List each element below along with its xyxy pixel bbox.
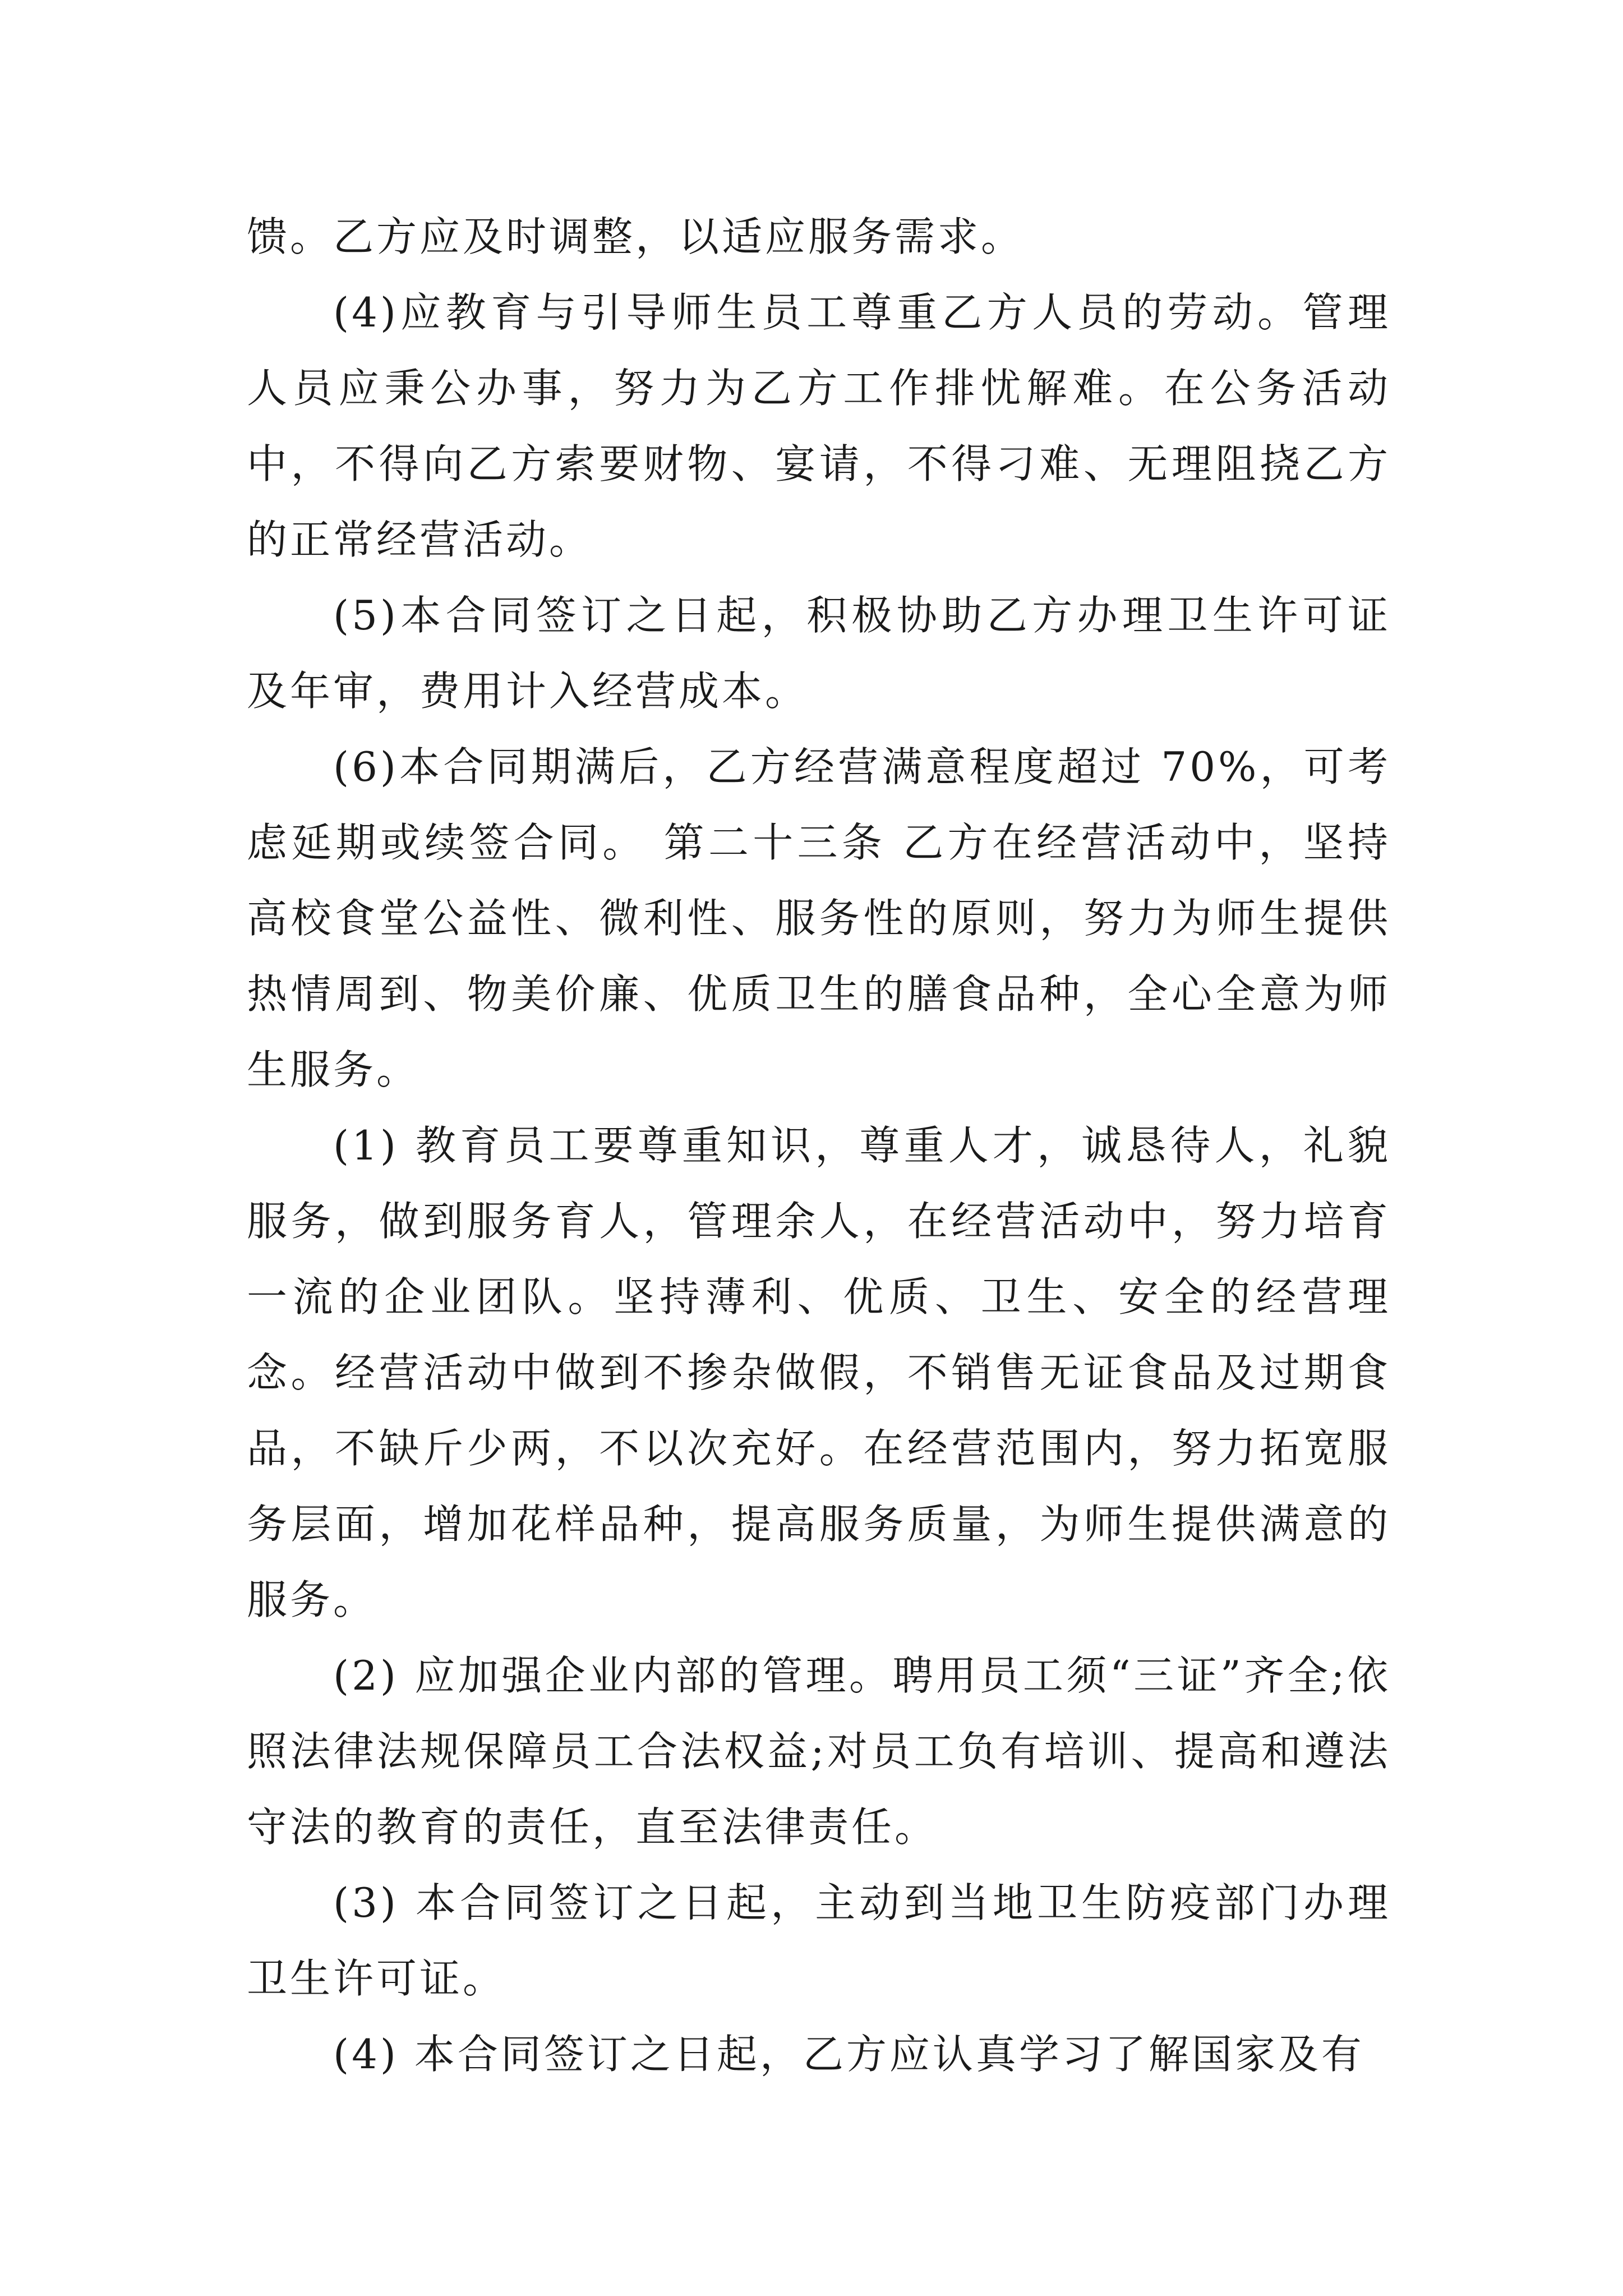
paragraph-item-2-management: (2) 应加强企业内部的管理。聘用员工须“三证”齐全;依照法律法规保障员工合法权益;对员工负有培训、提高和遵法守法的教育的责任，直至法律责任。	[247, 1652, 1391, 1851]
paragraph-item-5-license: (5)本合同签订之日起，积极协助乙方办理卫生许可证及年审，费用计入经营成本。	[247, 592, 1391, 715]
paragraph-item-1-staff: (1) 教育员工要尊重知识，尊重人才，诚恳待人，礼貌服务，做到服务育人，管理余人，在经营活动中，努力培育一流的企业团队。坚持薄利、优质、卫生、安全的经营理念。经营活动中做到不掺杂做假，不销售无证食品及过期食品，不缺斤少两，不以次充好。在经营范围内，努力拓宽服务层面，增加花样品种，提高服务质量，为师生提供满意的服务。	[247, 1122, 1391, 1623]
paragraph-item-4-study: (4) 本合同签订之日起，乙方应认真学习了解国家及有	[333, 2031, 1364, 2078]
document-body	[247, 199, 1391, 2092]
paragraph-item-3-permit: (3) 本合同签订之日起，主动到当地卫生防疫部门办理卫生许可证。	[247, 1879, 1391, 2002]
paragraph-item-6-renewal: (6)本合同期满后，乙方经营满意程度超过 70%，可考虑延期或续签合同。 第二十三条 乙方在经营活动中，坚持高校食堂公益性、微利性、服务性的原则，努力为师生提供热情周到、物美价廉、优质卫生的膳食品种，全心全意为师生服务。	[247, 743, 1391, 1093]
paragraph-continuation: 馈。乙方应及时调整，以适应服务需求。	[247, 213, 1025, 260]
paragraph-item-4-education: (4)应教育与引导师生员工尊重乙方人员的劳动。管理人员应秉公办事，努力为乙方工作排忧解难。在公务活动中，不得向乙方索要财物、宴请，不得刁难、无理阻挠乙方的正常经营活动。	[247, 289, 1391, 563]
